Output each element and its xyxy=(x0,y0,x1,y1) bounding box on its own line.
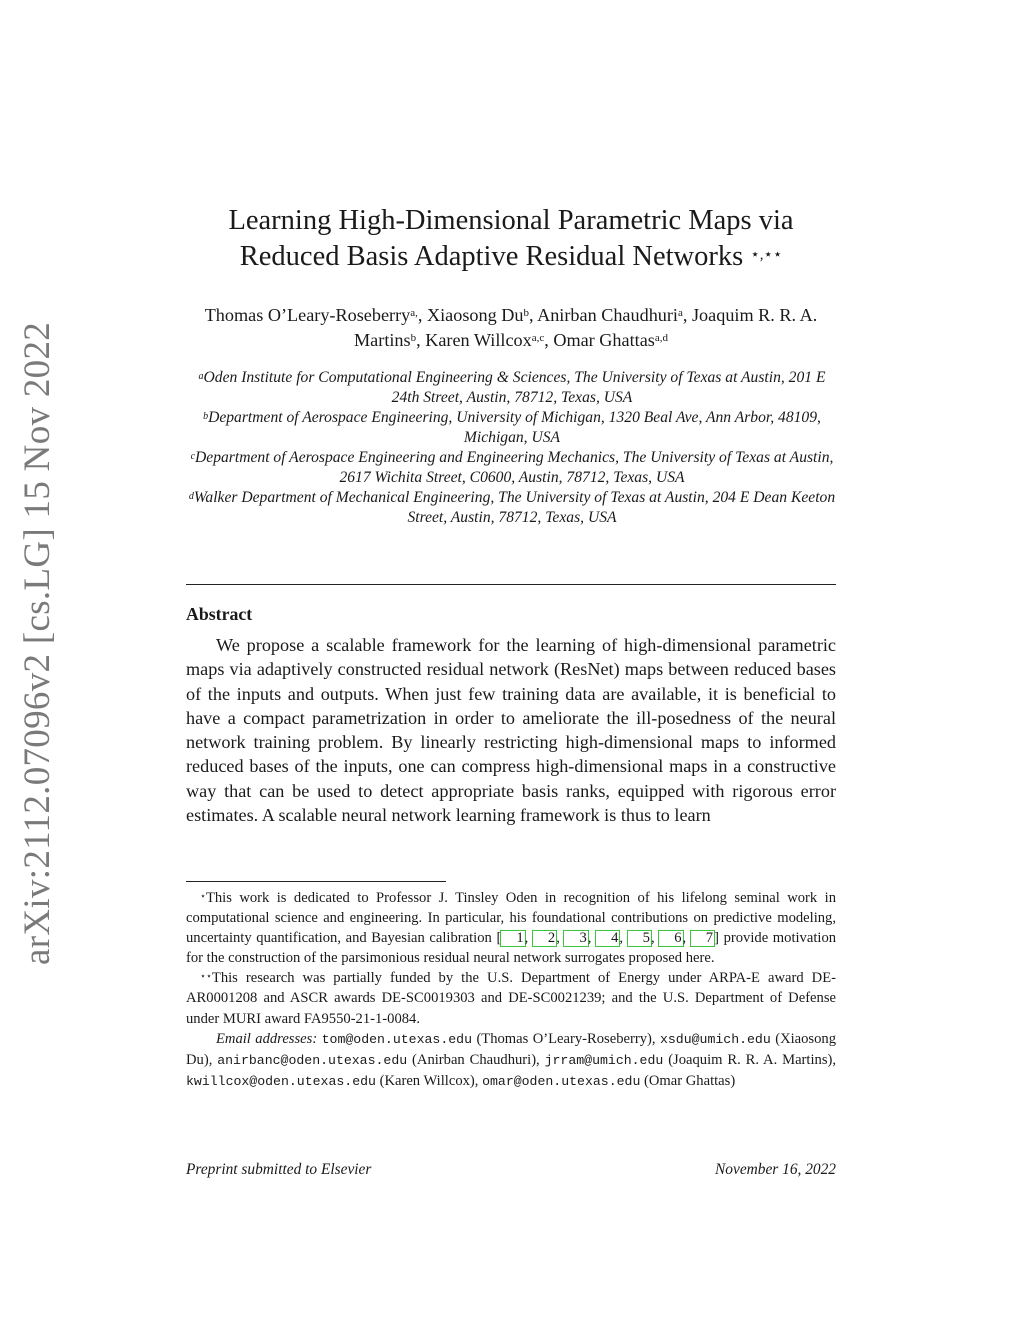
footnote-mark: ⋆⋆ xyxy=(200,972,212,983)
citation-link[interactable]: 1 xyxy=(501,931,524,946)
author-affiliation-mark: a, xyxy=(410,307,418,319)
citation-link[interactable]: 5 xyxy=(628,931,651,946)
citation-link[interactable]: 7 xyxy=(691,931,714,946)
citation-link[interactable]: 2 xyxy=(533,931,556,946)
author-affiliation-mark: a,c xyxy=(531,332,545,344)
footnote-dedication: ⋆This work is dedicated to Professor J. Tinsley Oden in recognition of his lifelong seminal work in computational science and engineering. In particular, his foundational contributions on predictive modeling, uncertainty quantification, and Bayesian calibration [ 1, 2, 3, 4, 5, 6, 7] provide motivation for the construction of the parsimonious residual neural network surrogates proposed here. xyxy=(186,890,837,967)
abstract-heading: Abstract xyxy=(186,604,253,624)
citation-link[interactable]: 3 xyxy=(564,931,587,946)
email-address[interactable]: tom@oden.utexas.edu xyxy=(321,1031,472,1047)
author-affiliation-mark: b xyxy=(523,307,529,319)
footer-date: November 16, 2022 xyxy=(715,1161,836,1178)
footnote-funding: ⋆⋆This research was partially funded by the U.S. Department of Energy under ARPA-E award DE-AR0001208 and ASCR awards DE-SC0019303 and DE-SC0021239; and the U.S. Department of Defense under MURI award FA9550-21-1-0084. xyxy=(186,970,836,1027)
citation-link[interactable]: 4 xyxy=(596,931,619,946)
author-name: Omar Ghattas xyxy=(553,330,655,350)
author-name: Xiaosong Du xyxy=(426,305,524,325)
footnote-rule xyxy=(186,881,446,882)
author-affiliation-mark: a xyxy=(678,307,683,319)
email-address[interactable]: omar@oden.utexas.edu xyxy=(482,1073,641,1089)
citation-link[interactable]: 6 xyxy=(659,931,682,946)
email-address[interactable]: anirbanc@oden.utexas.edu xyxy=(217,1052,408,1068)
author-affiliation-mark: b xyxy=(410,332,417,344)
arxiv-identifier: arXiv:2112.07096v2 [cs.LG] 15 Nov 2022 xyxy=(17,321,58,965)
affiliation-mark: a xyxy=(198,371,204,382)
author-name: Karen Willcox xyxy=(425,330,532,350)
author-name: Thomas O’Leary-Roseberry xyxy=(204,305,411,325)
affiliation-mark: c xyxy=(190,451,196,462)
abstract-text: We propose a scalable framework for the learning of high-dimensional parametric maps via adaptively constructed residual network (ResNet) maps between reduced bases of the inputs and outputs. When just few training data are available, it is beneficial to have a compact parametrization in order to ameliorate the ill-posedness of the neural network training problem. By linearly restricting high-dimensional maps to informed reduced bases of the inputs, one can compress high-dimensional maps in a constructive way that can be used to detect appropriate basis ranks, equipped with rigorous error estimates. A scalable neural network learning framework is thus to learn xyxy=(186,635,836,826)
affiliation-mark: b xyxy=(203,411,209,422)
footnote-mark: ⋆ xyxy=(200,892,206,902)
title-line-2: Reduced Basis Adaptive Residual Networks ⋆,⋆⋆ xyxy=(239,241,783,272)
affiliation-mark: d xyxy=(188,491,194,502)
affiliation-item: $^c$Department of Aerospace Engineering and Engineering Mechanics, The University of Texas at Austin, 2617 Wichita Street, C0600, Austin, 78712, Texas, USA xyxy=(190,449,834,486)
email-address[interactable]: jrram@umich.edu xyxy=(544,1052,664,1068)
footer-journal: Preprint submitted to Elsevier xyxy=(186,1161,372,1178)
title-footnote-marks: ⋆,⋆⋆ xyxy=(750,247,783,263)
page-footer xyxy=(186,1160,836,1180)
email-address[interactable]: xsdu@umich.edu xyxy=(659,1031,771,1047)
author-list: Thomas O’Leary-Roseberry$^{a,}$, Xiaosong Du$^b$, Anirban Chaudhuri$^a$, Joaquim R. R. A. Martins$^b$, Karen Willcox$^{a,c}$, Omar Ghattas$^{a,d}$ xyxy=(204,305,818,350)
email-label: Email addresses: xyxy=(216,1030,318,1047)
affiliations xyxy=(188,368,836,528)
paper-title xyxy=(186,203,836,275)
footnotes xyxy=(186,888,836,1092)
author-name: Joaquim R. R. A. Martins xyxy=(354,305,818,350)
author-name: Anirban Chaudhuri xyxy=(537,305,678,325)
author-affiliation-mark: a,d xyxy=(654,332,668,344)
affiliation-item: $^a$Oden Institute for Computational Engineering & Sciences, The University of Texas at Austin, 201 E 24th Street, Austin, 78712, Texas, USA xyxy=(198,369,826,406)
title-line-1: Learning High-Dimensional Parametric Maps via xyxy=(228,205,794,236)
affiliation-item: $^d$Walker Department of Mechanical Engineering, The University of Texas at Austin, 204 E Dean Keeton Street, Austin, 78712, Texas, USA xyxy=(188,489,836,526)
footnote-emails: Email addresses: tom@oden.utexas.edu (Thomas O’Leary-Roseberry), xsdu@umich.edu (Xiaosong Du), anirbanc@oden.utexas.edu (Anirban Chaudhuri), jrram@umich.edu (Joaquim R. R. A. Martins), kwillcox@oden.utexas.edu (Karen Willcox), omar@oden.utexas.edu (Omar Ghattas) xyxy=(186,1030,837,1089)
email-address[interactable]: kwillcox@oden.utexas.edu xyxy=(186,1073,376,1089)
abstract-top-rule xyxy=(186,584,836,585)
affiliation-item: $^b$Department of Aerospace Engineering, University of Michigan, 1320 Beal Ave, Ann Arbor, 48109, Michigan, USA xyxy=(203,409,821,446)
